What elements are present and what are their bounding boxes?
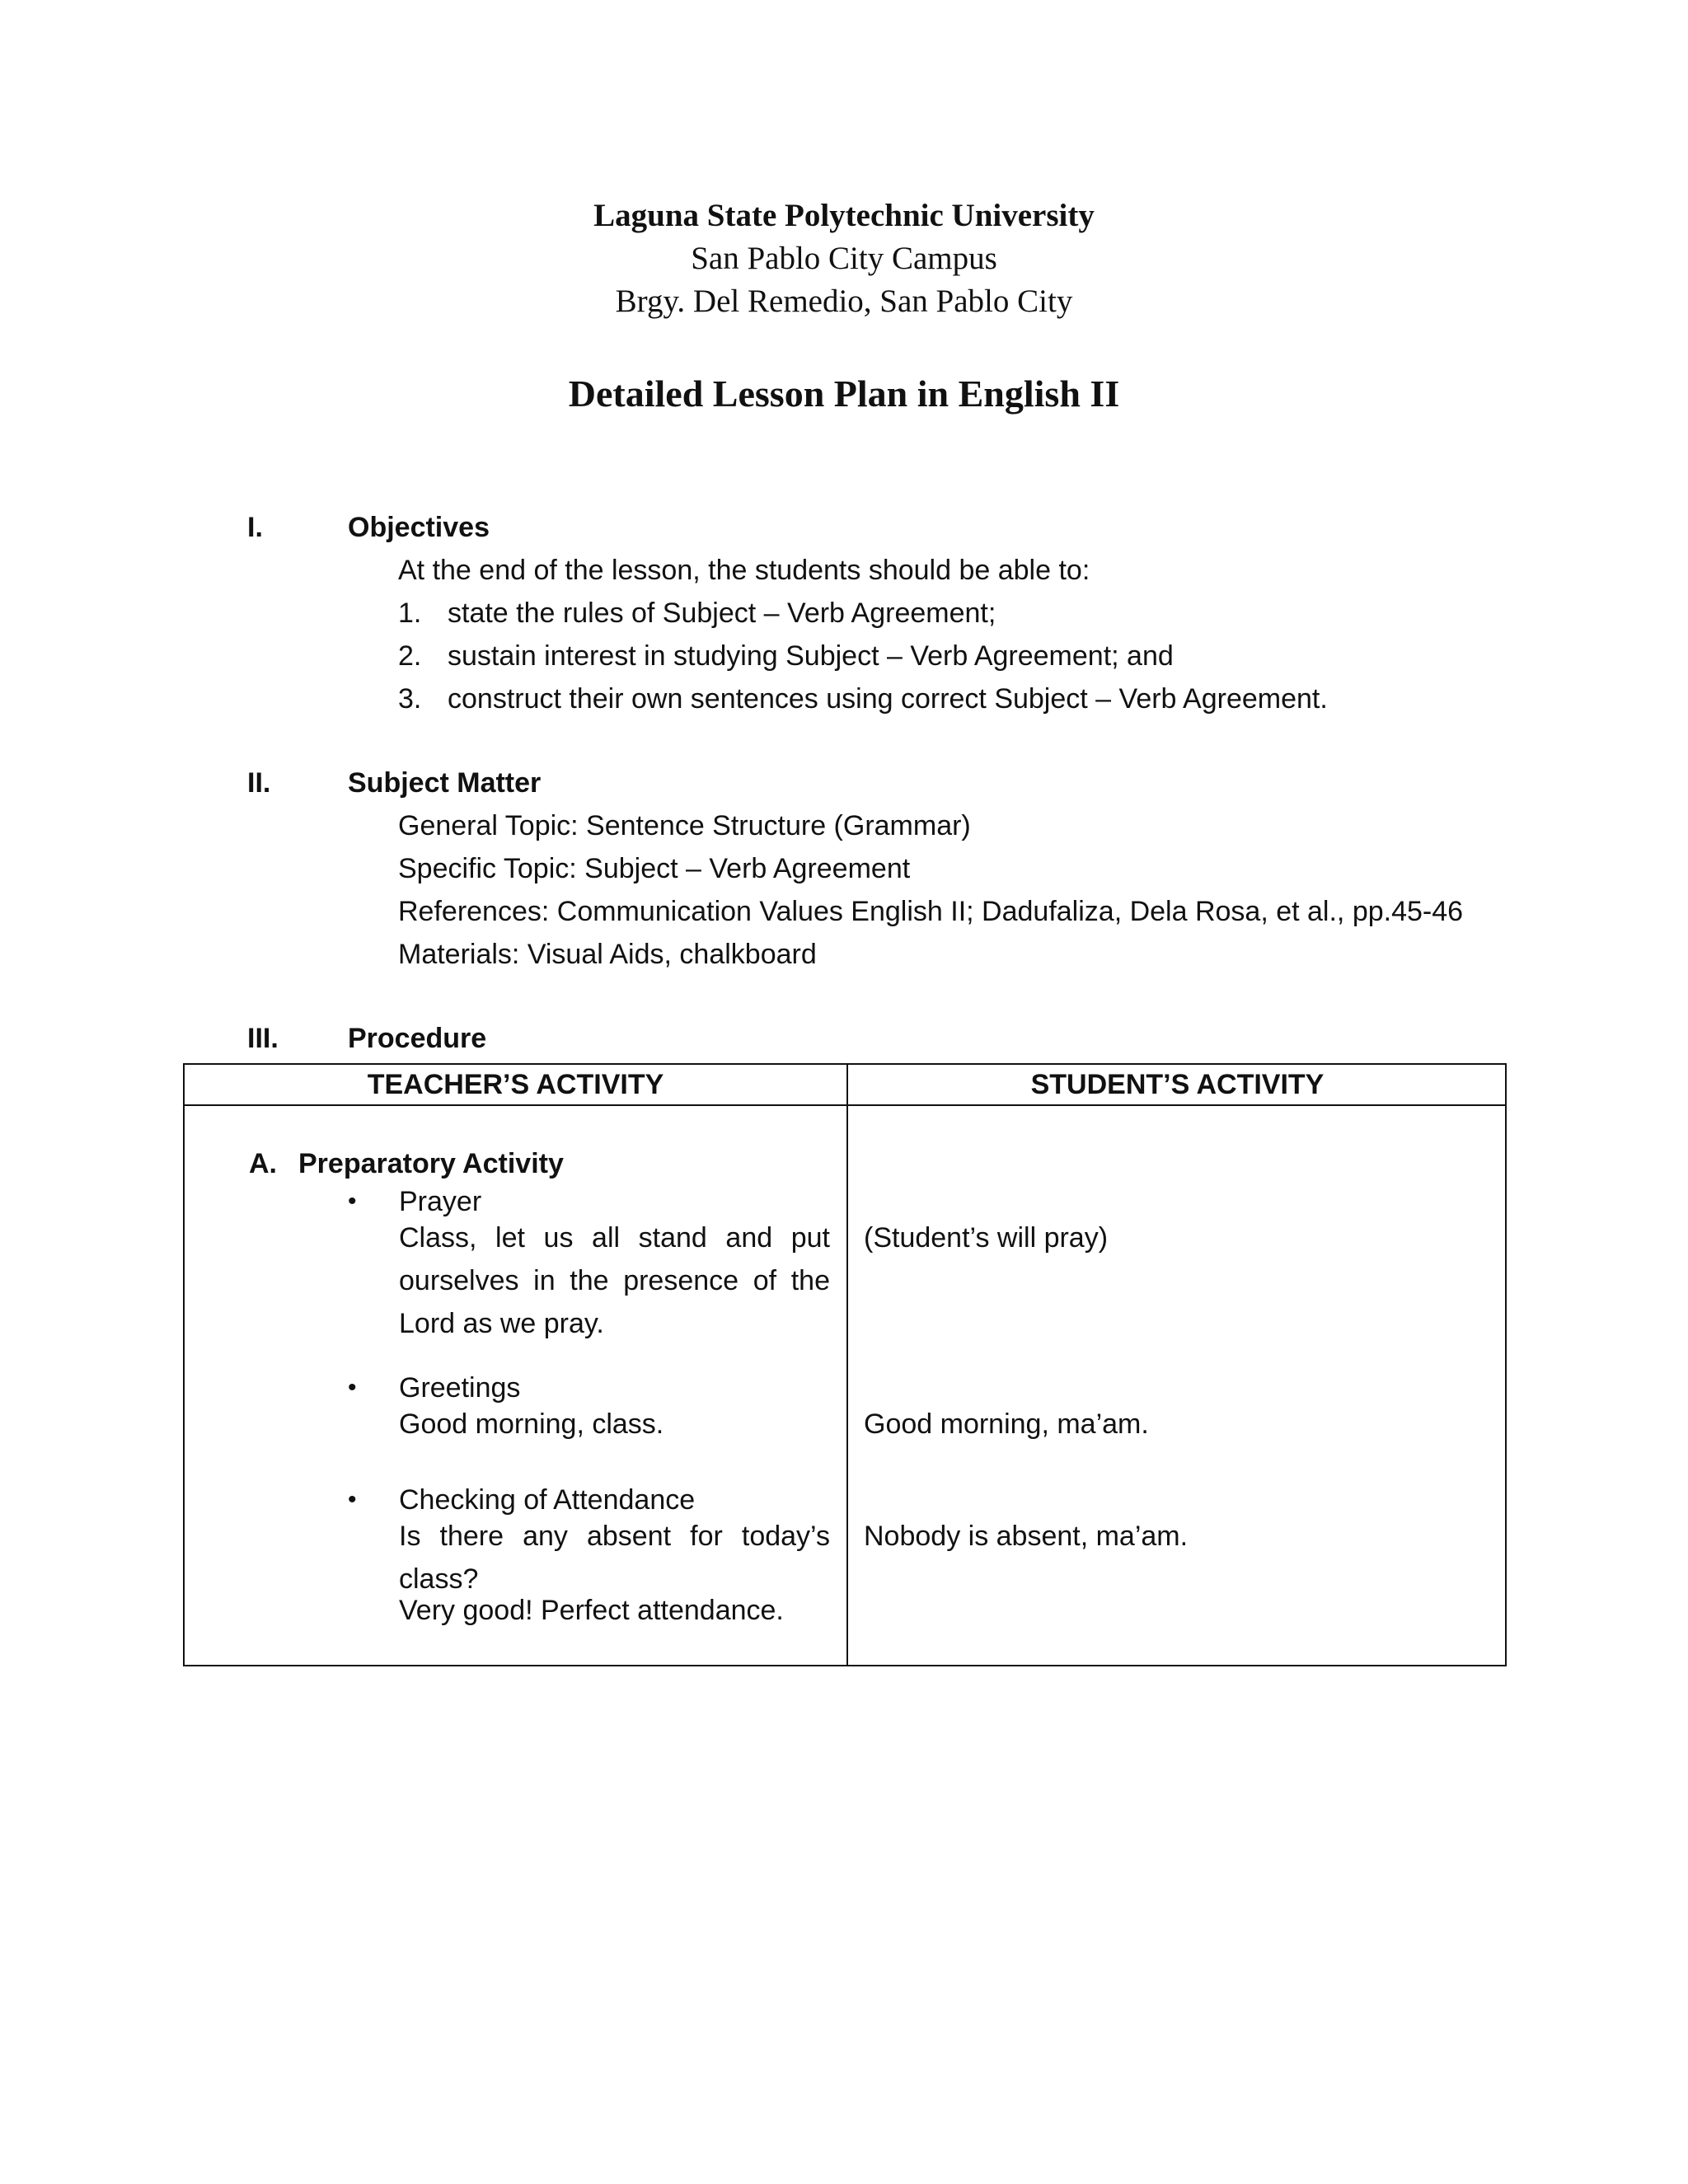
student-response: (Student’s will pray) <box>864 1222 1109 1254</box>
teacher-activity-header: TEACHER’S ACTIVITY <box>367 1069 664 1100</box>
document-header <box>0 194 1688 323</box>
section-numeral: I. <box>247 512 263 543</box>
procedure-table <box>183 1063 1507 1666</box>
references: References: Communication Values English II; Dadufaliza, Dela Rosa, et al., pp.45-46 <box>398 896 1464 927</box>
objective-number: 3. <box>398 683 422 715</box>
bullet-icon: • <box>348 1486 357 1513</box>
teacher-text: Class, let us all stand and put ourselves in the presence of the Lord as we pray. <box>399 1222 830 1339</box>
section-numeral: II. <box>247 767 271 799</box>
activity-label: A. <box>249 1148 277 1179</box>
teacher-text: Good morning, class. <box>399 1408 664 1440</box>
objective-text: sustain interest in studying Subject – Verb Agreement; and <box>448 640 1174 672</box>
table-column-divider <box>846 1065 848 1665</box>
teacher-text: Is there any absent for today’s class? <box>399 1521 830 1595</box>
campus-name: San Pablo City Campus <box>691 241 997 276</box>
objective-number: 2. <box>398 640 422 672</box>
document-title: Detailed Lesson Plan in English II <box>568 373 1120 415</box>
campus-address: Brgy. Del Remedio, San Pablo City <box>615 284 1073 319</box>
general-topic: General Topic: Sentence Structure (Grammar) <box>398 810 971 841</box>
item-heading: Checking of Attendance <box>399 1484 696 1516</box>
bullet-icon: • <box>348 1374 357 1401</box>
student-response: Nobody is absent, ma’am. <box>864 1521 1189 1552</box>
objective-text: construct their own sentences using correct Subject – Verb Agreement. <box>448 683 1328 715</box>
bullet-icon: • <box>348 1188 357 1215</box>
item-heading: Prayer <box>399 1186 482 1217</box>
objectives-intro: At the end of the lesson, the students should be able to: <box>398 555 1090 586</box>
objective-text: state the rules of Subject – Verb Agreement; <box>448 598 996 629</box>
section-title: Subject Matter <box>348 767 542 799</box>
student-response: Good morning, ma’am. <box>864 1408 1149 1440</box>
teacher-text-extra: Very good! Perfect attendance. <box>399 1595 784 1626</box>
section-numeral: III. <box>247 1023 279 1054</box>
student-activity-header: STUDENT’S ACTIVITY <box>1030 1069 1325 1100</box>
item-heading: Greetings <box>399 1372 521 1404</box>
section-title: Procedure <box>348 1023 487 1054</box>
materials: Materials: Visual Aids, chalkboard <box>398 939 817 970</box>
table-header-divider <box>185 1104 1505 1106</box>
activity-title: Preparatory Activity <box>298 1148 564 1179</box>
objective-number: 1. <box>398 598 422 629</box>
specific-topic: Specific Topic: Subject – Verb Agreement <box>398 853 911 884</box>
university-name: Laguna State Polytechnic University <box>593 198 1095 233</box>
section-title: Objectives <box>348 512 490 543</box>
